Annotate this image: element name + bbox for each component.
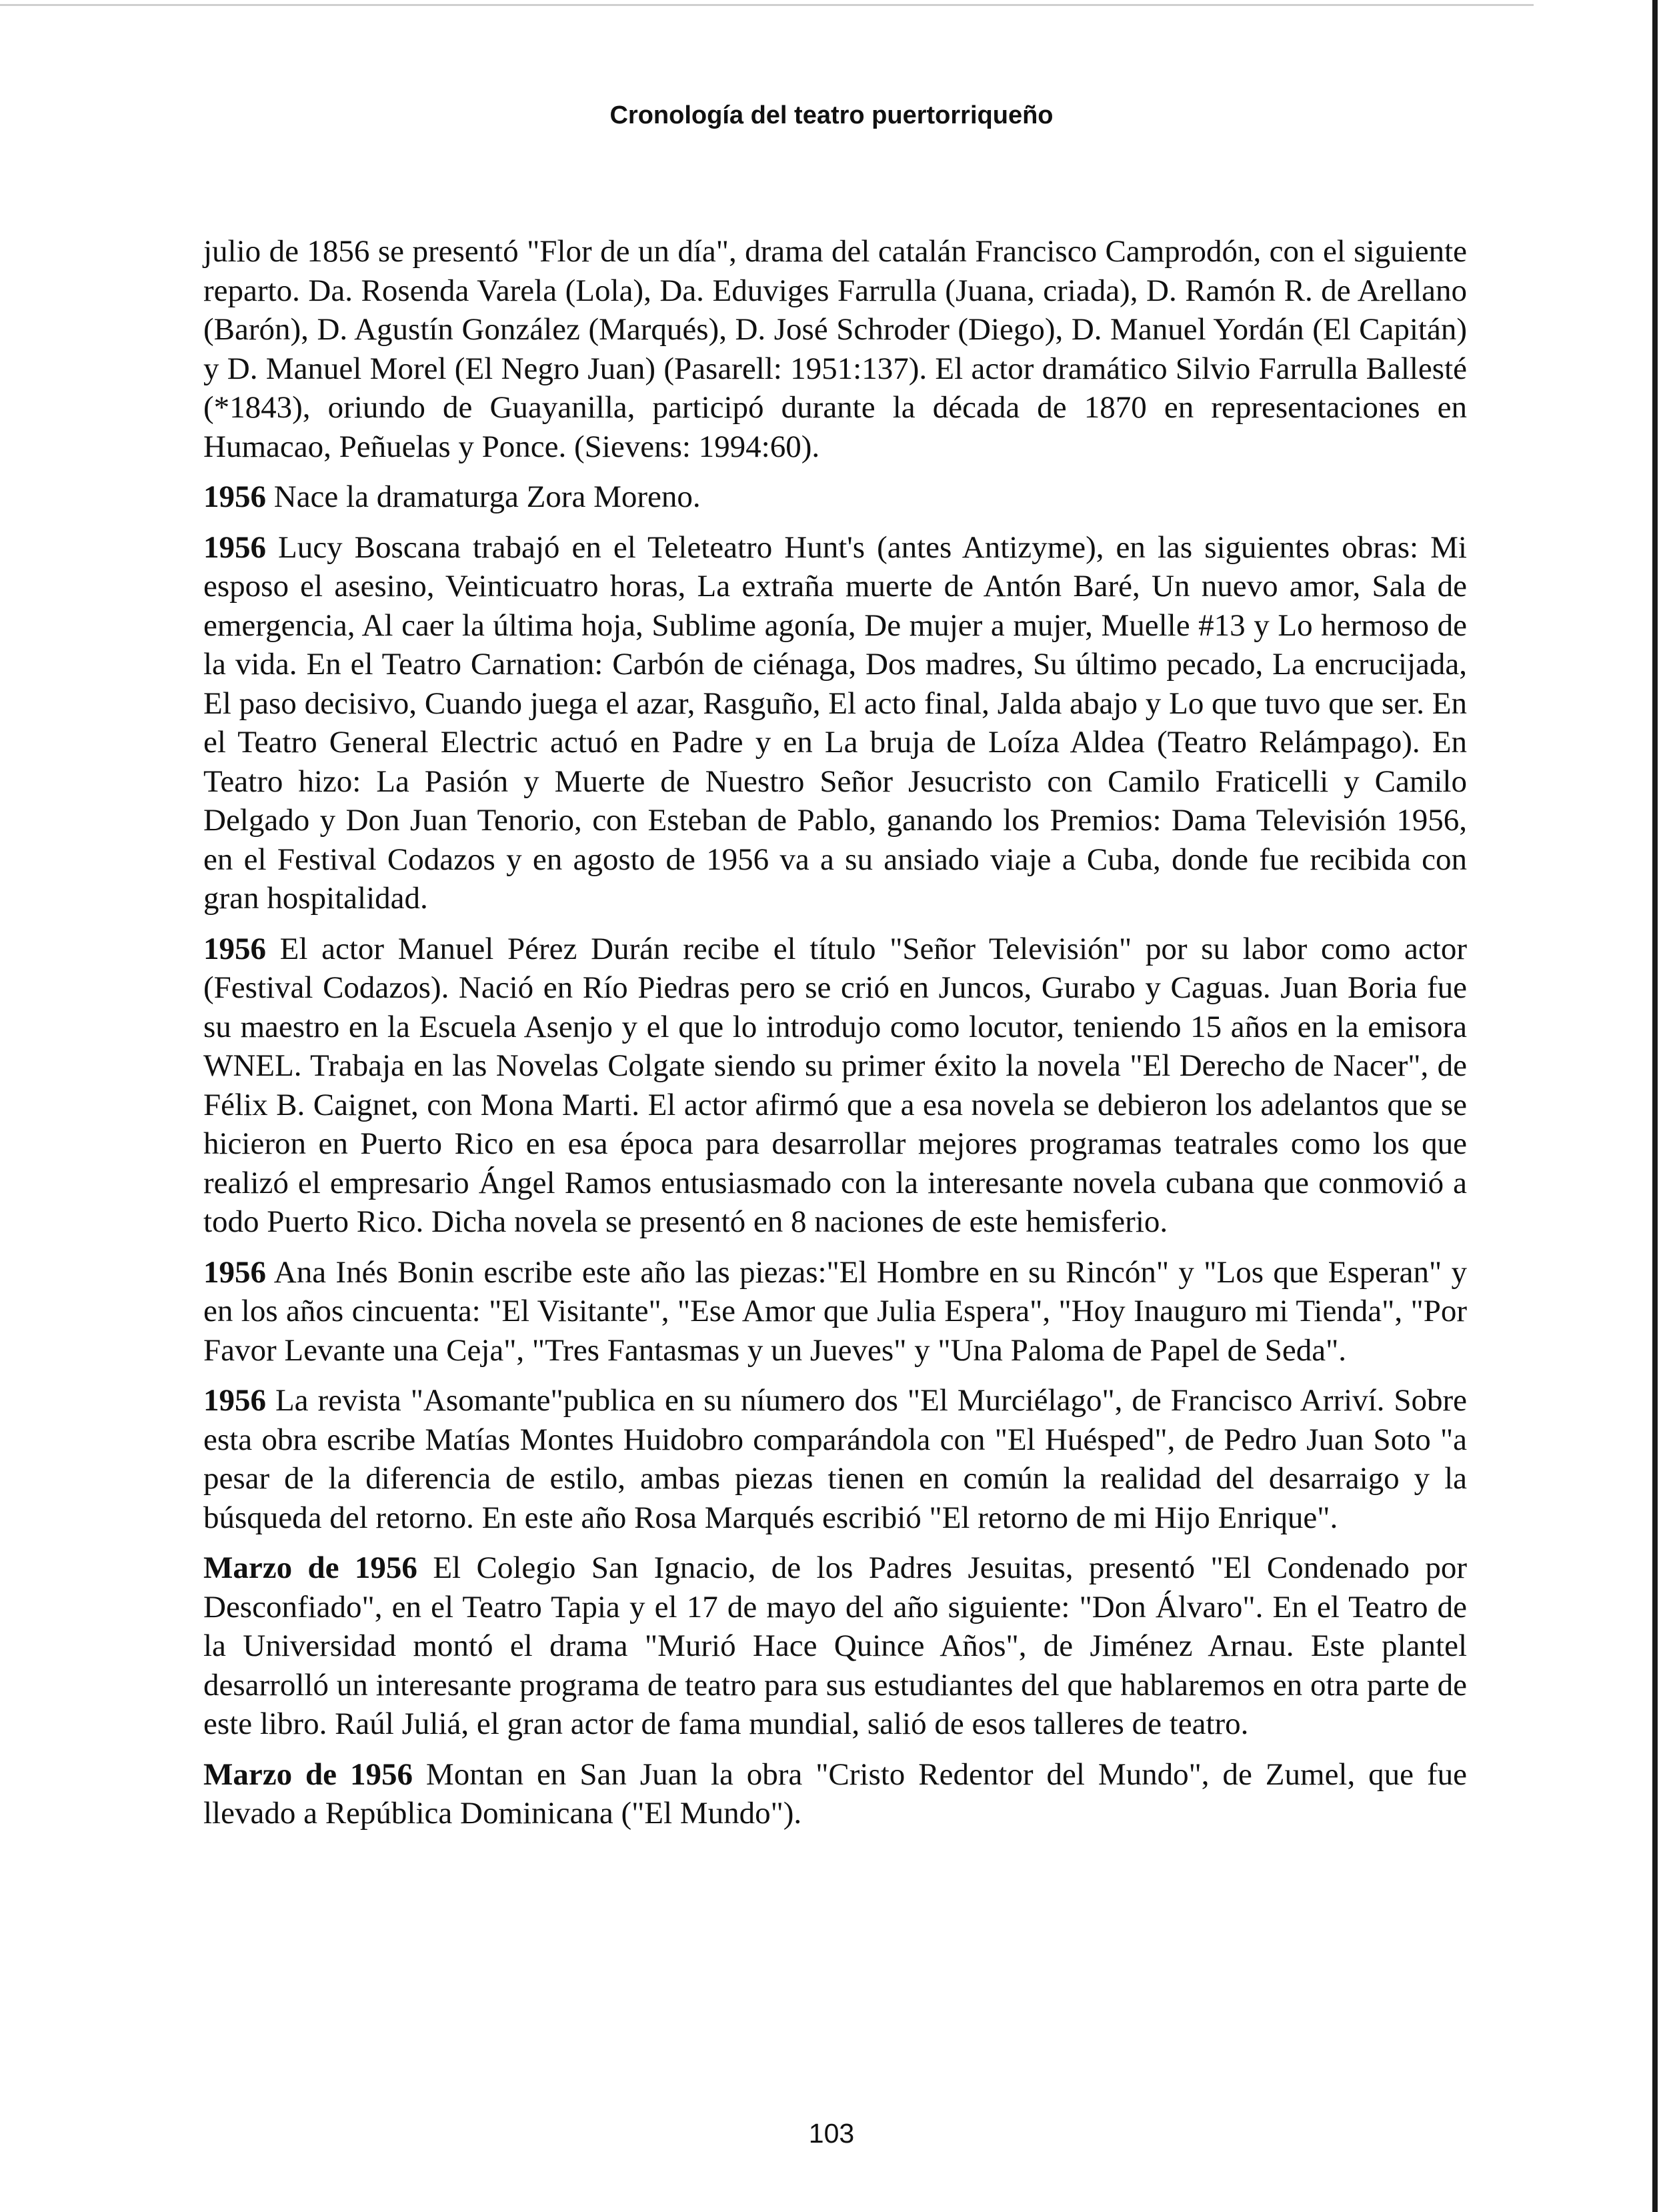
scan-top-border: [0, 4, 1534, 6]
entry-date: Marzo de 1956: [203, 1550, 417, 1585]
entry-text: La revista "Asomante"publica en su níumero dos "El Murciélago", de Francisco Arriví. Sobre esta obra escribe Matías Montes Huidobro comparándola con "El Huésped", de Pedro Juan Soto "a pesar de la diferencia de estilo, ambas piezas tienen en común la realidad del desarraigo y la búsqueda del retorno. En este año Rosa Marqués escribió "El retorno de mi Hijo Enrique".: [203, 1383, 1467, 1535]
page-number: 103: [808, 2118, 855, 2149]
chronology-entry: [203, 1253, 1467, 1370]
chronology-entry: [203, 1548, 1467, 1744]
entry-date: Marzo de 1956: [203, 1757, 413, 1792]
chronology-entry: [203, 1381, 1467, 1537]
chronology-entry-continuation: [203, 232, 1467, 466]
entry-text: Montan en San Juan la obra "Cristo Redentor del Mundo", de Zumel, que fue llevado a República Dominicana ("El Mundo").: [203, 1757, 1467, 1831]
entry-date: 1956: [203, 479, 266, 514]
chronology-entry: [203, 477, 1467, 517]
entry-text: Lucy Boscana trabajó en el Teleteatro Hunt's (antes Antizyme), en las siguientes obras: Mi esposo el asesino, Veinticuatro horas, La extraña muerte de Antón Baré, Un nuevo amor, Sala de emergencia, Al caer la última hoja, Sublime agonía, De mujer a mujer, Muelle #13 y Lo hermoso de la vida. En el Teatro Carnation: Carbón de ciénaga, Dos madres, Su último pecado, La encrucijada, El paso decisivo, Cuando juega el azar, Rasguño, El acto final, Jalda abajo y Lo que tuvo que ser. En el Teatro General Electric actuó en Padre y en La bruja de Loíza Aldea (Teatro Relámpago). En Teatro hizo: La Pasión y Muerte de Nuestro Señor Jesucristo con Camilo Fraticelli y Camilo Delgado y Don Juan Tenorio, con Esteban de Pablo, ganando los Premios: Dama Televisión 1956, en el Festival Codazos y en agosto de 1956 va a su ansiado viaje a Cuba, donde fue recibida con gran hospitalidad.: [203, 529, 1467, 916]
entry-text: Ana Inés Bonin escribe este año las piezas:"El Hombre en su Rincón" y "Los que Esperan" y en los años cincuenta: "El Visitante", "Ese Amor que Julia Espera", "Hoy Inauguro mi Tienda", "Por Favor Levante una Ceja", "Tres Fantasmas y un Jueves" y "Una Paloma de Papel de Seda".: [203, 1254, 1467, 1368]
entry-date: 1956: [203, 1254, 266, 1290]
entry-date: 1956: [203, 931, 266, 966]
entry-date: 1956: [203, 529, 266, 565]
chronology-body: [203, 232, 1467, 1845]
scan-right-edge: [1652, 0, 1658, 2212]
chronology-entry: [203, 930, 1467, 1242]
entry-text: Nace la dramaturga Zora Moreno.: [266, 479, 701, 514]
entry-text: julio de 1856 se presentó "Flor de un día", drama del catalán Francisco Camprodón, con el siguiente reparto. Da. Rosenda Varela (Lola), Da. Eduviges Farrulla (Juana, criada), D. Ramón R. de Arellano (Barón), D. Agustín González (Marqués), D. José Schroder (Diego), D. Manuel Yordán (El Capitán) y D. Manuel Morel (El Negro Juan) (Pasarell: 1951:137). El actor dramático Silvio Farrulla Ballesté (*1843), oriundo de Guayanilla, participó durante la década de 1870 en representaciones en Humacao, Peñuelas y Ponce. (Sievens: 1994:60).: [203, 234, 1467, 464]
entry-text: El actor Manuel Pérez Durán recibe el título "Señor Televisión" por su labor como actor (Festival Codazos). Nació en Río Piedras pero se crió en Juncos, Gurabo y Caguas. Juan Boria fue su maestro en la Escuela Asenjo y el que lo introdujo como locutor, teniendo 15 años en la emisora WNEL. Trabaja en las Novelas Colgate siendo su primer éxito la novela "El Derecho de Nacer", de Félix B. Caignet, con Mona Marti. El actor afirmó que a esa novela se debieron los adelantos que se hicieron en Puerto Rico en esa época para desarrollar mejores programas teatrales como los que realizó el empresario Ángel Ramos entusiasmado con la interesante novela cubana que conmovió a todo Puerto Rico. Dicha novela se presentó en 8 naciones de este hemisferio.: [203, 931, 1467, 1239]
chronology-entry: [203, 528, 1467, 918]
entry-text: El Colegio San Ignacio, de los Padres Jesuitas, presentó "El Condenado por Desconfiado", en el Teatro Tapia y el 17 de mayo del año siguiente: "Don Álvaro". En el Teatro de la Universidad montó el drama "Murió Hace Quince Años", de Jiménez Arnau. Este plantel desarrolló un interesante programa de teatro para sus estudiantes del que hablaremos en otra parte de este libro. Raúl Juliá, el gran actor de fama mundial, salió de esos talleres de teatro.: [203, 1550, 1467, 1741]
chronology-entry: [203, 1755, 1467, 1833]
entry-date: 1956: [203, 1383, 266, 1418]
running-head-title: Cronología del teatro puertorriqueño: [609, 101, 1054, 129]
